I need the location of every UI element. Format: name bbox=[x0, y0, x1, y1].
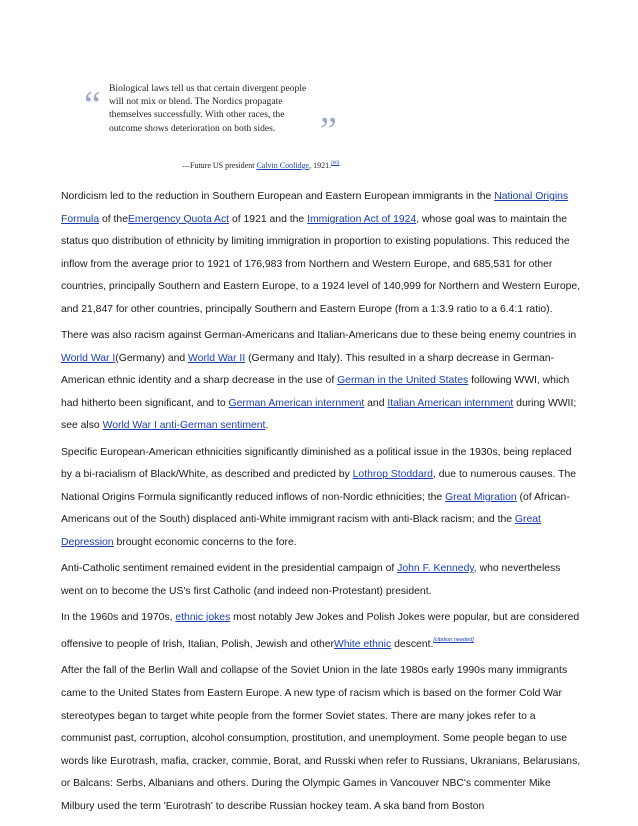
quote-text: Biological laws tell us that certain divergent people will not mix or blend. The Nordics propagate themselves successfully. With other races, the outcome shows deterioration on both sides. bbox=[109, 83, 307, 134]
link-ethnic-jokes[interactable]: ethnic jokes bbox=[175, 611, 231, 623]
paragraph-bi-racialism: Specific European-American ethnicities significantly diminished as a political issue in the 1930s, being replaced by a bi-racialism of Black/White, as described and predicted by Lothrop Stoddard, due to numerous causes. The National Origins Formula significantly reduced inflows of non-Nordic ethnicities; the Great Migration (of African-Americans out of the South) displaced anti-White immigrant racism with anti-Black racism; and the Great Depression brought economic concerns to the fore. bbox=[61, 446, 577, 548]
article-body bbox=[61, 186, 583, 822]
link-white-ethnic[interactable]: White ethnic bbox=[334, 639, 392, 651]
close-quote-icon: ” bbox=[320, 110, 337, 152]
link-john-f-kennedy[interactable]: John F. Kennedy bbox=[397, 563, 474, 574]
paragraph-anti-catholic: Anti-Catholic sentiment remained evident in the presidential campaign of John F. Kennedy, who nevertheless went on to become the US's first Catholic (and indeed non-Protestant) president. bbox=[61, 563, 561, 597]
link-german-in-united-states[interactable]: German in the United States bbox=[337, 375, 469, 387]
link-great-migration[interactable]: Great Migration bbox=[445, 491, 517, 503]
link-national-origins-formula[interactable]: National Origins Formula bbox=[61, 191, 569, 225]
paragraph-eastern-europe: After the fall of the Berlin Wall and collapse of the Soviet Union in the late 1980s early 1990s many immigrants came to the United States from Eastern Europe. A new type of racism which is based on the former Cold War stereotypes began to target white people from the former Soviet states. There are many jokes refer to a communist past, corruption, alcohol consumption, prostitution, and unemployment. Some people began to use words like Eurotrash, mafia, cracker, commie, Borat, and Russki when refer to Russians, Ukranians, Belarusians, or Balcans: Serbs, Albanians and others. During the Olympic Games in Vancouver NBC's commenter Mike Milbury used the term 'Eurotrash' to describe Russian hockey team. A ska band from Boston bbox=[61, 665, 581, 812]
link-italian-american-internment[interactable]: Italian American internment bbox=[387, 397, 514, 409]
link-german-american-internment[interactable]: German American internment bbox=[228, 397, 365, 409]
reference-link[interactable]: [60] bbox=[331, 161, 340, 166]
link-immigration-act-1924[interactable]: Immigration Act of 1924 bbox=[307, 213, 417, 225]
link-anti-german-sentiment[interactable]: World War I anti-German sentiment bbox=[102, 420, 266, 432]
link-world-war-ii[interactable]: World War II bbox=[188, 352, 246, 364]
paragraph-nordicism: Nordicism led to the reduction in Southern European and Eastern European immigrants in the National Origins Formula of theEmergency Quota Act of 1921 and the Immigration Act of 1924, whose goal was to maintain the status quo distribution of ethnicity by limiting immigration in proportion to existing populations. This reduced the inflow from the average prior to 1921 of 176,983 from Northern and Western Europe, and 685,531 for other countries, principally Southern and Eastern Europe, to a 1924 level of 140,999 for Northern and Western Europe, and 21,847 for other countries, principally Southern and Eastern Europe (from a 1:3.9 ratio to a 6.4:1 ratio). bbox=[61, 191, 581, 315]
link-great-depression[interactable]: Great Depression bbox=[61, 514, 541, 548]
quote-attribution: —Future US president Calvin Coolidge, 1921.[60] bbox=[182, 161, 340, 170]
paragraph-german-italian: There was also racism against German-Americans and Italian-Americans due to these being enemy countries in World War I(Germany) and World War II (Germany and Italy). This resulted in a sharp decrease in German-American ethnic identity and a sharp decrease in the use of German in the United States following WWI, which had hitherto been significant, and to German American internment and Italian American internment during WWII; see also World War I anti-German sentiment. bbox=[61, 330, 577, 432]
paragraph-ethnic-jokes: In the 1960s and 1970s, ethnic jokes most notably Jew Jokes and Polish Jokes were popular, but are considered offensive to people of Irish, Italian, Polish, Jewish and otherWhite ethnic descent.[citation needed] bbox=[61, 611, 580, 651]
link-lothrop-stoddard[interactable]: Lothrop Stoddard bbox=[352, 469, 433, 481]
citation-needed-link[interactable]: [citation needed] bbox=[433, 637, 474, 644]
link-calvin-coolidge[interactable]: Calvin Coolidge bbox=[256, 161, 310, 170]
link-world-war-i[interactable]: World War I bbox=[61, 352, 116, 364]
link-emergency-quota-act[interactable]: Emergency Quota Act bbox=[128, 213, 230, 225]
open-quote-icon: “ bbox=[84, 84, 101, 126]
